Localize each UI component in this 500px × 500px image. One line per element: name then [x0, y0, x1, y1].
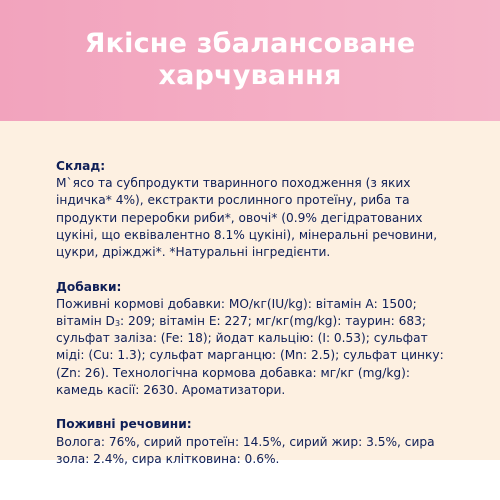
additives-section [56, 279, 456, 399]
nutrients-heading: Поживні речовини: [56, 417, 192, 432]
info-body [56, 158, 456, 485]
additives-text-part-2: : 209; вітамін Е: 227; мг/кг(mg/kg): таурин: 683; сульфат заліза: (Fe: 18); йодат кальцію: (I: 0.53); сульфат міді: (Cu: 1.3); сульфат марганцю: (Mn: 2.5); сульфат цинку: (Zn: 26). Технологічна кормова добавка: мг/кг (mg/kg): камедь касії: 2630. Ароматизатори. [56, 314, 444, 397]
additives-text [56, 296, 456, 399]
additives-text-part-1: Поживні кормові добавки: МО/кг(IU/kg): вітамін А: 1500; вітамін D [56, 296, 417, 329]
header-banner [0, 0, 500, 121]
composition-text: М`ясо та субпродукти тваринного походження (з яких індичка* 4%), екстракти рослинного протеїну, риба та продукти переробки риби*, овочі* (0.9% дегідратованих цукіні, що еквівалентно 8.1% цукіні), мінеральні речовини, цукри, дріжджі*. *Натуральні інгредієнти. [56, 176, 438, 260]
composition-section [56, 158, 456, 261]
composition-heading: Склад: [56, 159, 106, 173]
page-title [0, 28, 500, 92]
title-line-2: харчування [158, 60, 342, 91]
title-line-1: Якісне збалансоване [84, 28, 416, 59]
additives-heading: Добавки: [56, 279, 122, 294]
nutrients-text: Волога: 76%, сирий протеїн: 14.5%, сирий жир: 3.5%, сира зола: 2.4%, сира клітковина: 0.6%. [56, 434, 435, 466]
vitamin-d-subscript: 3 [114, 319, 121, 329]
nutrients-section [56, 416, 456, 468]
